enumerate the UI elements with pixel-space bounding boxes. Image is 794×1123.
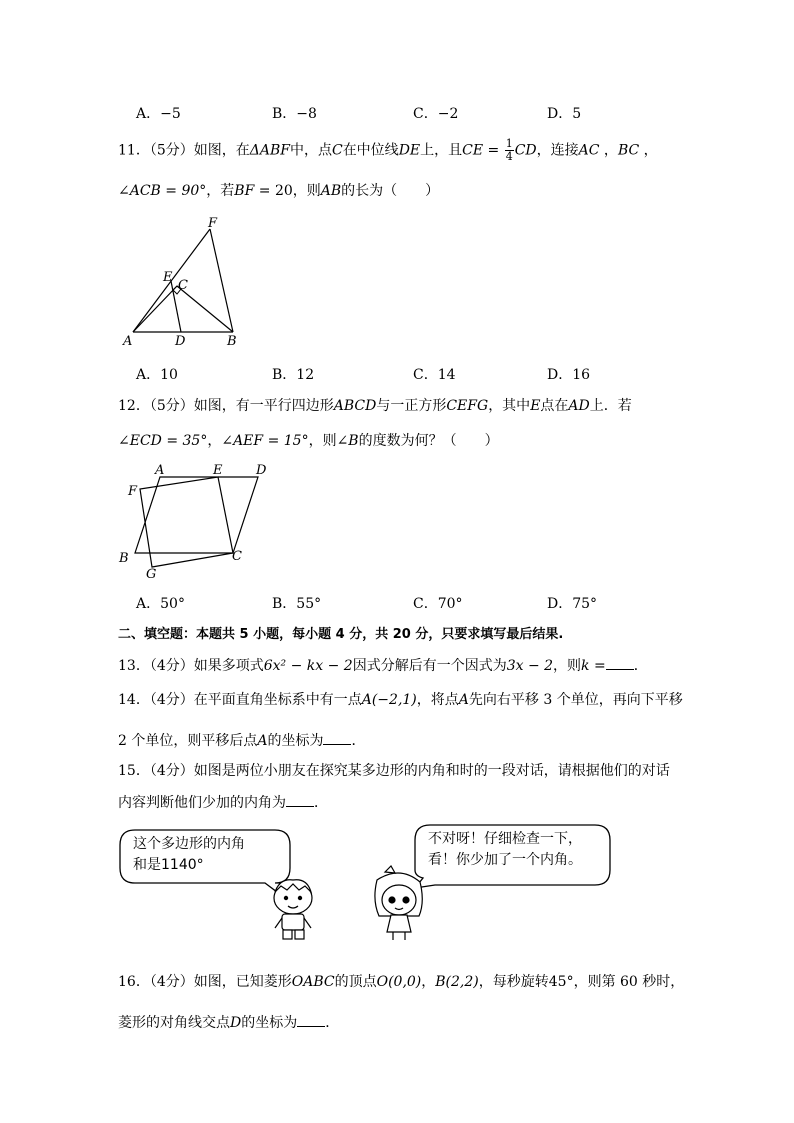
q15-dialogue-figure (115, 820, 615, 955)
q11-option-a[interactable]: A．10 (136, 367, 178, 383)
label-a: A (123, 334, 133, 349)
label-b: B (119, 551, 129, 566)
label-c: C (178, 278, 188, 293)
q11-option-c[interactable]: C．14 (413, 367, 456, 383)
fraction-one-quarter: $\frac{1}{4}$ (505, 137, 513, 163)
section-fill-in-heading: 二、填空题：本题共 5 小题，每小题 4 分，共 20 分，只要求填写最后结果. (118, 627, 564, 642)
q16-answer-blank[interactable] (297, 1016, 325, 1027)
q12-option-d[interactable]: D．75° (547, 596, 598, 612)
q10-option-d[interactable]: D．5 (547, 106, 582, 122)
label-f: F (208, 216, 218, 231)
q13-answer-blank[interactable] (606, 659, 634, 670)
label-c: C (232, 549, 242, 564)
q16-stem-line1: 16．（4分）如图，已知菱形OABC的顶点O(0,0)，B(2,2)，每秒旋转45°，则第 60 秒时， (118, 974, 685, 990)
q12-stem-line1: 12．（5分）如图，有一平行四边形ABCD与一正方形CEFG，其中E点在AD上．若 (118, 398, 632, 414)
right-bubble-text: 不对呀！仔细检查一下， 看！你少加了一个内角。 (428, 831, 582, 868)
q11-option-b[interactable]: B．12 (272, 367, 315, 383)
q14-stem-line2: 2 个单位，则平移后点A的坐标为 ． (118, 733, 366, 749)
q12-option-a[interactable]: A．50° (136, 596, 185, 612)
q11-stem-line2: ∠ACB = 90°，若BF = 20，则AB的长为（ ） (118, 183, 440, 199)
label-b: B (227, 334, 237, 349)
q11-option-d[interactable]: D．16 (547, 367, 591, 383)
q15-answer-blank[interactable] (286, 796, 314, 807)
q12-stem-line2: ∠ECD = 35°，∠AEF = 15°，则∠B的度数为何？（ ） (118, 433, 499, 449)
label-e: E (213, 463, 223, 478)
q15-stem-line1: 15．（4分）如图是两位小朋友在探究某多边形的内角和时的一段对话，请根据他们的对话 (118, 763, 670, 779)
q11-stem-line1: 11．（5分）如图，在ΔABF中，点C在中位线DE上，且CE = $\frac{1}{4}$ CD，连接AC ，BC ， (118, 137, 658, 163)
q11-triangle-figure (115, 215, 255, 350)
q15-stem-line2: 内容判断他们少加的内角为 ． (118, 795, 328, 811)
label-d: D (175, 334, 186, 349)
parallelogram-abcd (135, 477, 258, 553)
girl-figure (375, 866, 422, 940)
q12-option-c[interactable]: C．70° (413, 596, 463, 612)
label-a: A (155, 463, 165, 478)
segment-ac (133, 286, 177, 332)
q10-option-a[interactable]: A．−5 (136, 106, 181, 122)
q12-option-b[interactable]: B．55° (272, 596, 322, 612)
q12-parallelogram-figure (115, 460, 280, 585)
label-g: G (146, 567, 157, 582)
label-e: E (163, 270, 173, 285)
boy-figure (274, 880, 312, 939)
label-d: D (256, 463, 267, 478)
q14-stem-line1: 14．（4分）在平面直角坐标系中有一点A(−2,1)，将点A先向右平移 3 个单位，再向下平移 (118, 692, 683, 708)
q16-stem-line2: 菱形的对角线交点D的坐标为 ． (118, 1015, 340, 1031)
q13-stem: 13．（4分）如果多项式6x² − kx − 2因式分解后有一个因式为3x − 2，则k = ． (118, 658, 648, 674)
q10-option-c[interactable]: C．−2 (413, 106, 459, 122)
label-f: F (128, 484, 138, 499)
left-bubble-text: 这个多边形的内角 和是1140° (133, 836, 245, 873)
q10-option-b[interactable]: B．−8 (272, 106, 317, 122)
q14-answer-blank[interactable] (323, 734, 351, 745)
